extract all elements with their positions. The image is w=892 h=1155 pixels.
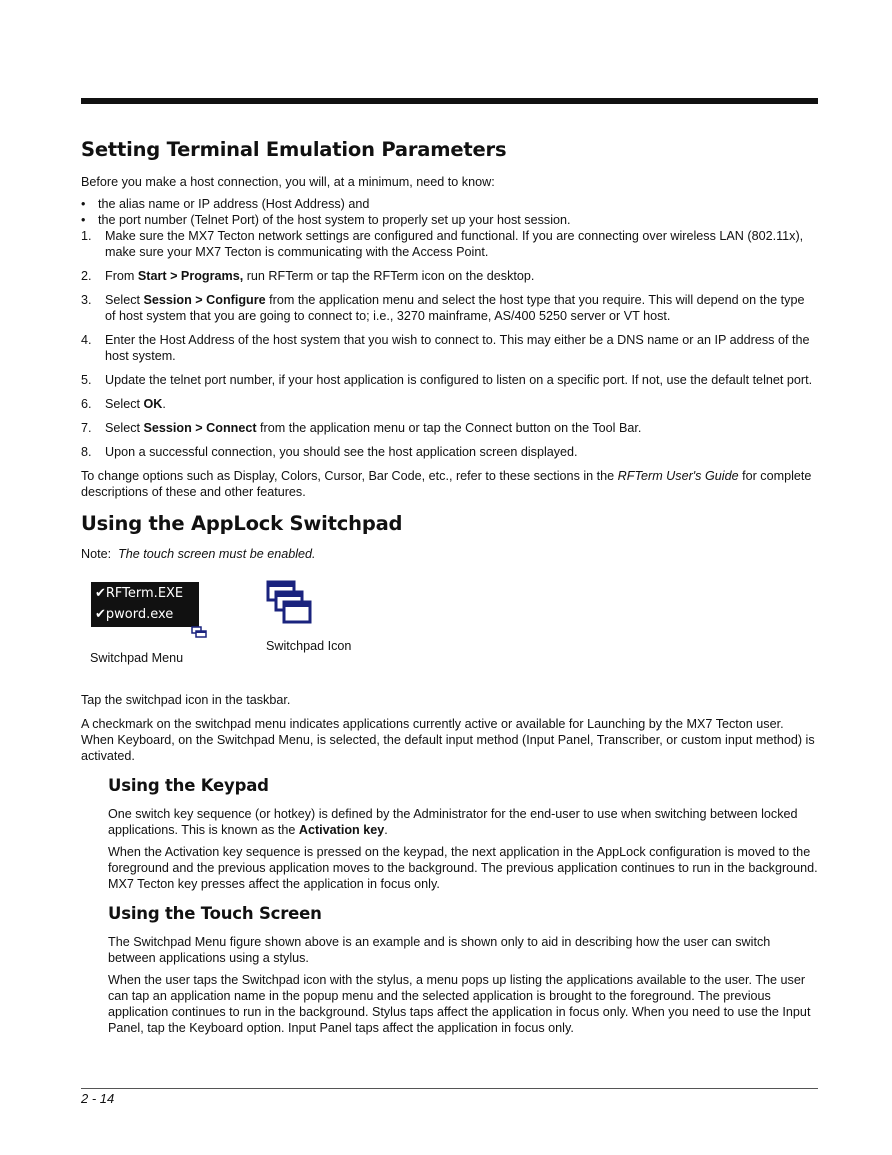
step-5: 5. Update the telnet port number, if your host application is configured to listen on a specific port. If not, use the default telnet port.	[81, 373, 813, 387]
step-1: 1. Make sure the MX7 Tecton network settings are configured and functional. If you are connecting over wireless LAN (802.11x), make sure your MX7 Tecton is communicating with the Access Point.	[81, 229, 804, 259]
step-4: 4. Enter the Host Address of the host system that you wish to connect to. This may either be a DNS name or an IP address of the host system.	[81, 333, 810, 363]
steps-list	[81, 228, 818, 460]
switchpad-figures	[81, 562, 818, 684]
switchpad-icon	[266, 580, 314, 628]
paragraph: When the Activation key sequence is pressed on the keypad, the next application in the AppLock configuration is moved to the foreground and the previous application moves to the background. The previous application continues to run in the background. MX7 Tecton key presses affect the application in focus only.	[108, 845, 818, 891]
page-number: 2 - 14	[81, 1091, 115, 1106]
bottom-rule	[81, 1088, 818, 1089]
step-7: 7. Select Session > Connect from the application menu or tap the Connect button on the Tool Bar.	[81, 421, 642, 435]
guide-reference: RFTerm User's Guide	[617, 469, 739, 483]
menu-item-pword: ✔pword.exe	[95, 607, 174, 622]
small-switchpad-icon	[191, 626, 207, 638]
caption-switchpad-icon: Switchpad Icon	[266, 639, 352, 653]
subsection-title-touch-screen: Using the Touch Screen	[108, 904, 322, 923]
section-title-applock: Using the AppLock Switchpad	[81, 512, 403, 535]
keypad-section	[108, 776, 818, 1036]
menu-item-rfterm: ✔RFTerm.EXE	[95, 586, 184, 601]
step-3: 3. Select Session > Configure from the application menu and select the host type that you require. This will depend on the type of host system that you are going to connect to; i.e., 3270 mainframe, AS/400 5250 server or VT host.	[81, 293, 805, 323]
paragraph: A checkmark on the switchpad menu indicates applications currently active or available for Launching by the MX7 Tecton user. When Keyboard, on the Switchpad Menu, is selected, the default input method (Input Panel, Transcriber, or custom input method) is activated.	[81, 717, 815, 763]
section-title-terminal-emulation: Setting Terminal Emulation Parameters	[81, 138, 507, 161]
intro-paragraph: Before you make a host connection, you will, at a minimum, need to know:	[81, 175, 495, 189]
step-2: 2. From Start > Programs, run RFTerm or tap the RFTerm icon on the desktop.	[81, 269, 535, 283]
page-content	[81, 138, 818, 1036]
paragraph: The Switchpad Menu figure shown above is an example and is shown only to aid in describing how the user can switch between applications using a stylus.	[108, 935, 771, 965]
paragraph: One switch key sequence (or hotkey) is defined by the Administrator for the end-user to use when switching between locked applications. This is known as the Activation key.	[108, 807, 798, 837]
paragraph: Tap the switchpad icon in the taskbar.	[81, 693, 291, 707]
caption-switchpad-menu: Switchpad Menu	[90, 651, 184, 665]
note: Note: The touch screen must be enabled.	[81, 547, 316, 561]
step-8: 8. Upon a successful connection, you should see the host application screen displayed.	[81, 445, 578, 459]
paragraph: When the user taps the Switchpad icon with the stylus, a menu pops up listing the applications available to the user. The user can tap an application name in the popup menu and the selected application is brought to the foreground. The previous application continues to run in the background. Stylus taps affect the application in focus only. When you need to use the Input Panel, tap the Keyboard option. Input Panel taps affect the application in focus only.	[108, 973, 811, 1035]
list-item: • the port number (Telnet Port) of the host system to properly set up your host session.	[81, 212, 818, 228]
outro-paragraph: To change options such as Display, Colors, Cursor, Bar Code, etc., refer to these sections in the RFTerm User's Guide for complete descriptions of these and other features.	[81, 469, 812, 499]
subsection-title-keypad: Using the Keypad	[108, 776, 269, 795]
requirements-list	[81, 196, 818, 228]
list-item: • the alias name or IP address (Host Address) and	[81, 196, 818, 212]
top-rule	[81, 98, 818, 104]
step-6: 6. Select OK.	[81, 397, 166, 411]
switchpad-menu-image	[91, 582, 199, 627]
